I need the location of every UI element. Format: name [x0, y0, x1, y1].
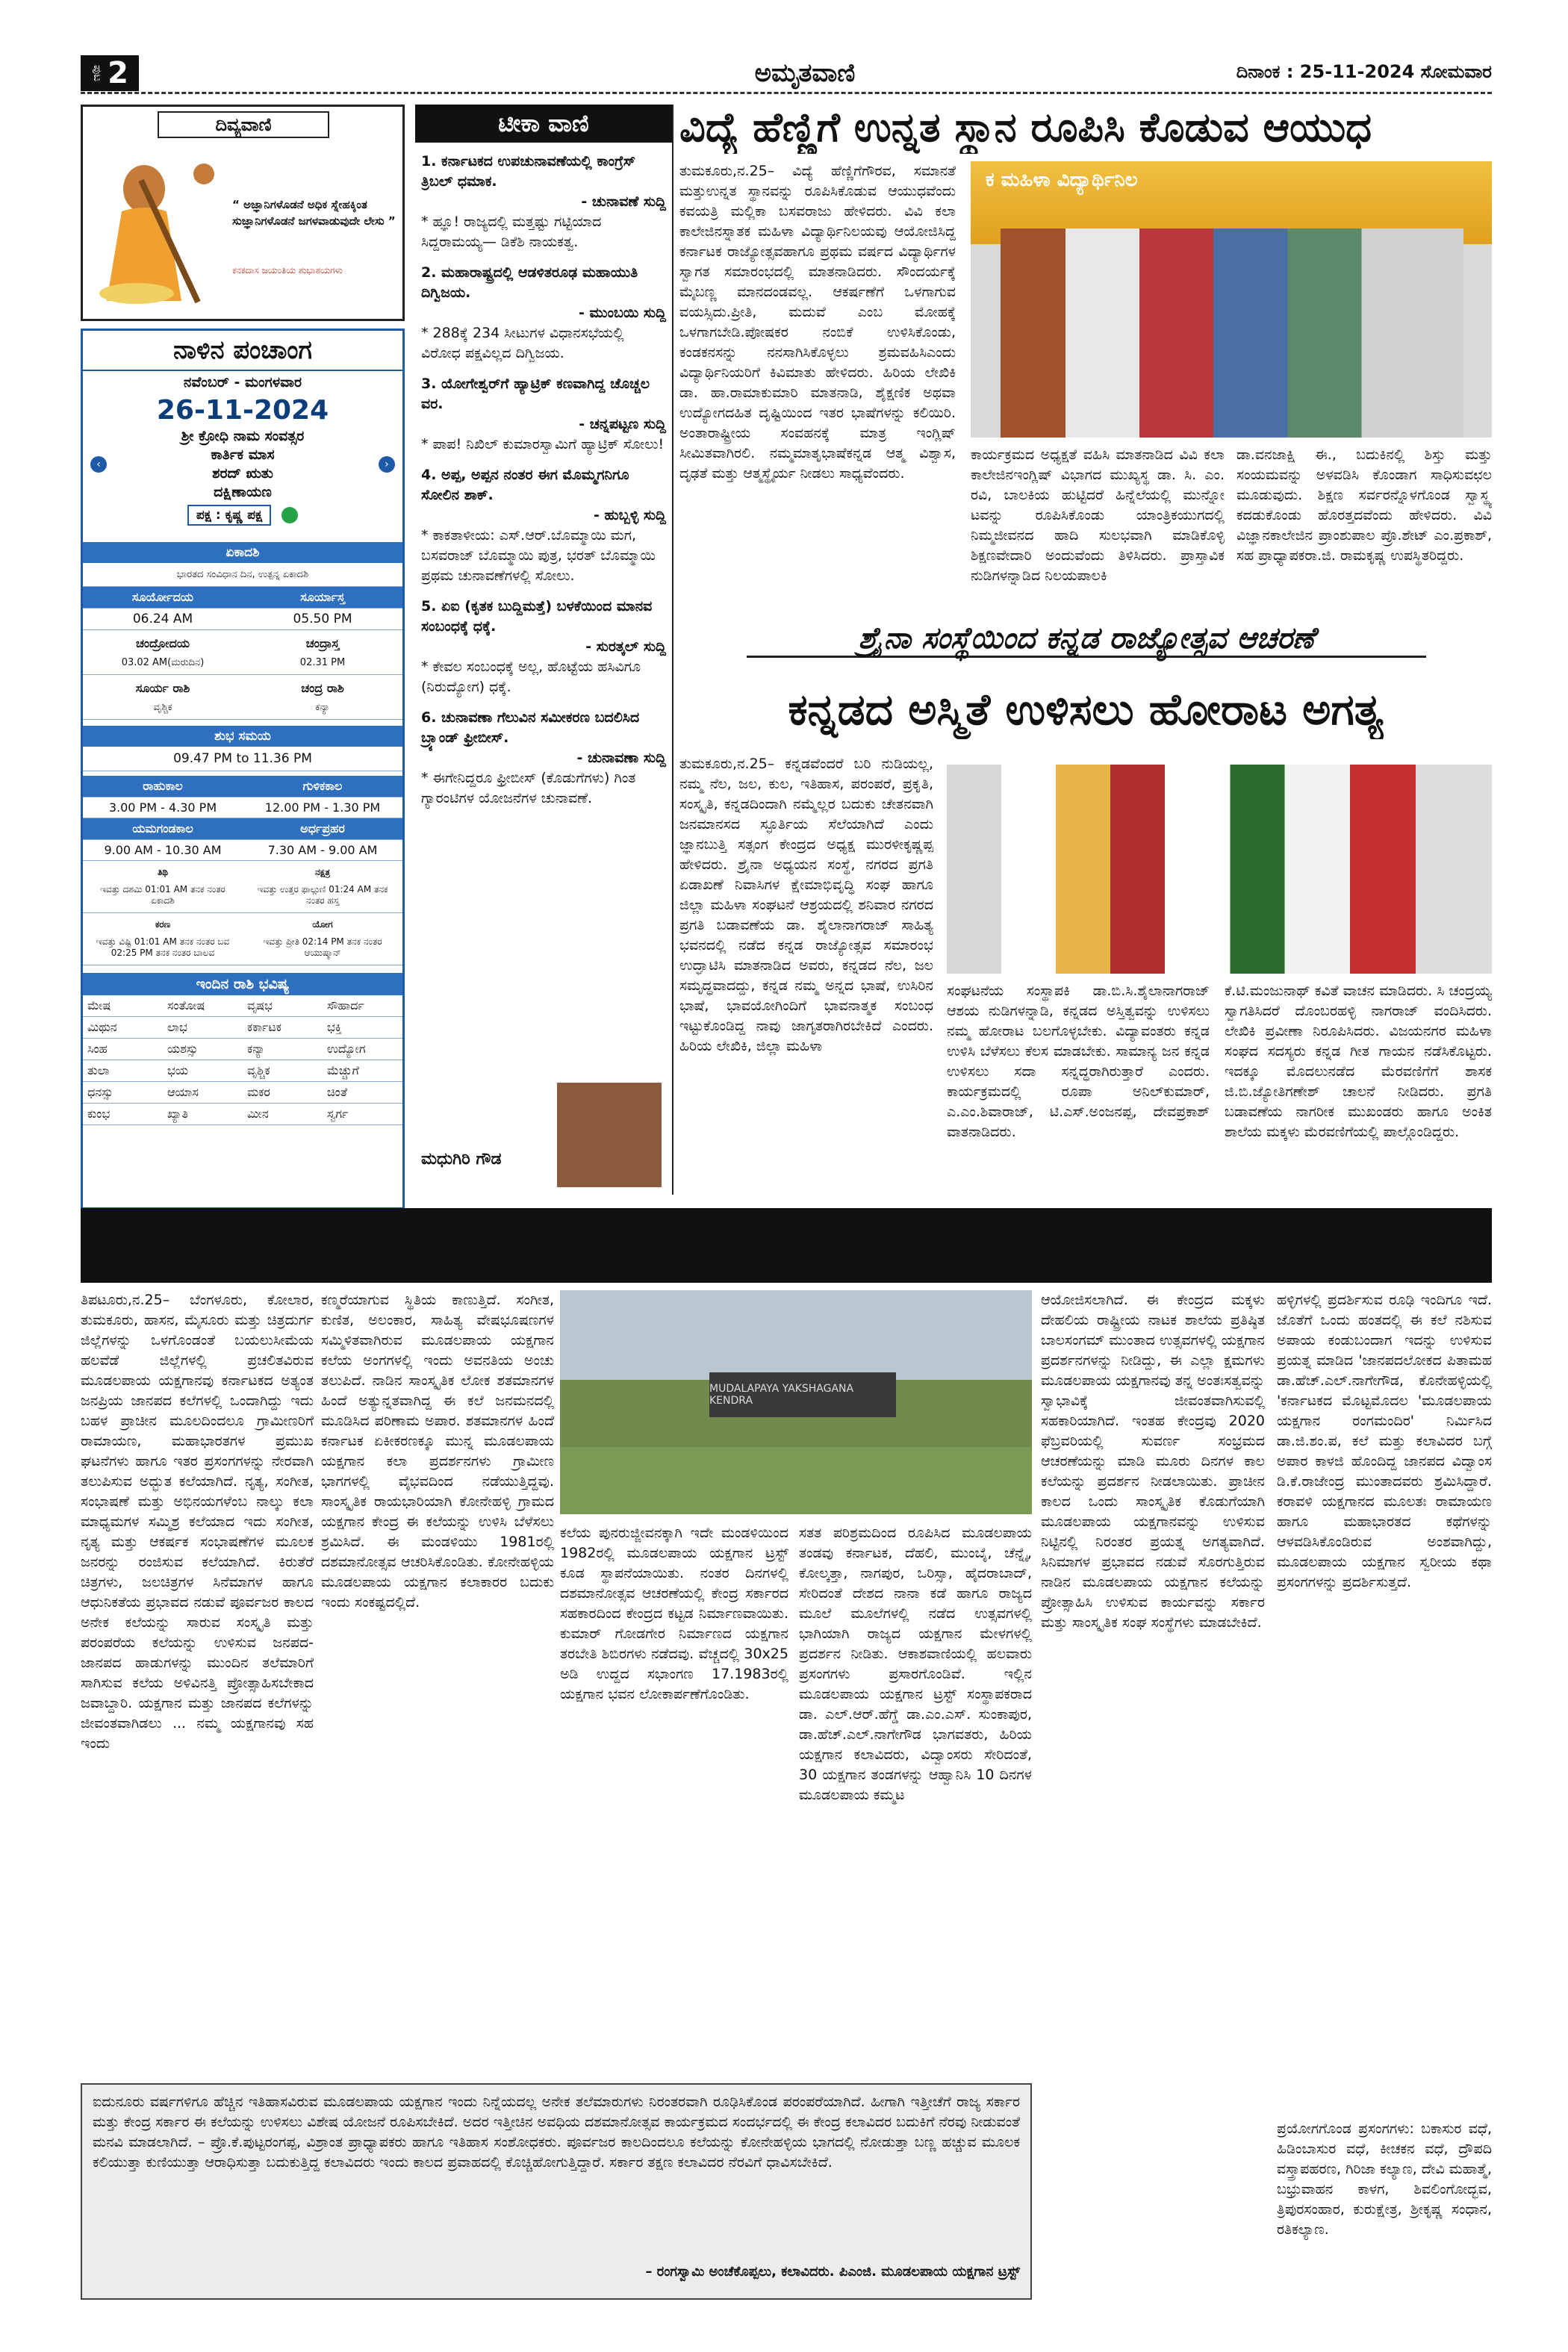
- yoga-label: ಯೋಗ: [312, 919, 333, 930]
- story2-col2: ಸಂಘಟನೆಯ ಸಂಸ್ಥಾಪಕಿ ಡಾ.ಬಿ.ಸಿ.ಶೈಲಾನಾಗರಾಜ್ ಆಶಯ ನುಡಿಗಳನ್ನಾಡಿ, ಕನ್ನಡದ ಅಸ್ತಿತ್ವವನ್ನು ಉಳಿಸಲು ನಮ್ಮ ಹೋರಾಟ ಬಲಗೊಳ್ಳಬೇಕು. ವಿದ್ಯಾವಂತರು ಕನ್ನಡ ಉಳಿಸಿ ಬೆಳೆಸಲು ಕೆಲಸ ಮಾಡಬೇಕು. ಸಾಮಾನ್ಯ ಜನ ಕನ್ನಡ ಉಳಿಸಲು ಸದಾ ಸನ್ನದ್ಧರಾಗಿರುತ್ತಾರೆ ಎಂದರು. ಕಾರ್ಯಕ್ರಮದಲ್ಲಿ ರೂಪಾ ಅನಿಲ್‌ಕುಮಾರ್, ಎ.ಎಂ.ಶಿವಾರಾಜ್, ಟಿ.ಎಸ್.ಅಂಜನಪ್ಪ, ದೇವಪ್ರಕಾಶ್ ವಾತನಾಡಿದರು.: [947, 983, 1210, 1140]
- sunrise-value: 06.24 AM: [132, 612, 193, 626]
- rashi-forecast: ಭಯ: [167, 1063, 189, 1077]
- story3-photo: [560, 1290, 1032, 1514]
- rashi-forecast: ಮೆಚ್ಚುಗೆ: [327, 1063, 359, 1077]
- story3-col7: ಪ್ರಯೋಗಗೊಂಡ ಪ್ರಸಂಗಗಳು: ಬಕಾಸುರ ವಧೆ, ಹಿಡಿಂಬಾಸುರ ವಧೆ, ಕೀಚಕನ ವಧೆ, ದ್ರೌಪದಿ ವಸ್ತ್ರಾಪಹರಣ, ಗಿರಿಜಾ ಕಲ್ಯಾಣ, ದೇವಿ ಮಹಾತ್ಮೆ, ಬಭ್ರುವಾಹನ ಕಾಳಗ, ಶಿವಲಿಂಗೋದ್ಭವ, ತ್ರಿಪುರಸಂಹಾರ, ಕುರುಕ್ಷೇತ್ರ, ಶ್ರೀಕೃಷ್ಣ ಸಂಧಾನ, ರತಿಕಲ್ಯಾಣ.: [1277, 2121, 1492, 2238]
- yama-label: ಯಮಗಂಡಕಾಲ: [132, 821, 193, 836]
- page-label: ಪುಟ: [91, 64, 105, 81]
- rashi-row: [83, 995, 402, 1017]
- tika-question: 4. ಅಪ್ಪ, ಅಪ್ಪನ ನಂತರ ಈಗ ಮೊಮ್ಮಗನಿಗೂ ಸೋಲಿನ ಶಾಕ್.: [421, 467, 629, 503]
- boxed-quote-text: ಐದುನೂರು ವರ್ಷಗಳಿಗೂ ಹೆಚ್ಚಿನ ಇತಿಹಾಸವಿರುವ ಮೂಡಲಪಾಯ ಯಕ್ಷಗಾನ ಇಂದು ನಿನ್ನೆಯದಲ್ಲ ಅನೇಕ ತಲೆಮಾರುಗಳು ನಿರಂತರವಾಗಿ ರೂಢಿಸಿಕೊಂಡ ಪರಂಪರೆಯಾಗಿದೆ. ಹೀಗಾಗಿ ಇತ್ತೀಚೆಗೆ ರಾಜ್ಯ ಸರ್ಕಾರ ಮತ್ತು ಕೇಂದ್ರ ಸರ್ಕಾರ ಈ ಕಲೆಯನ್ನು ಉಳಿಸಲು ವಿಶೇಷ ಯೋಜನೆ ರೂಪಿಸಬೇಕಿದೆ. ಅದರ ಇತ್ತೀಚಿನ ಅವಧಿಯ ದಶಮಾನೋತ್ಸವ ಕಾರ್ಯಕ್ರಮದ ಸಂದರ್ಭದಲ್ಲಿ ಈ ಕೇಂದ್ರ ಕಲಾವಿದರ ಬದುಕಿಗೆ ನೆರವು ನೀಡುವಂತೆ ಮನವಿ ಮಾಡಲಾಗಿದೆ. – ಪ್ರೊ.ಕೆ.ಪುಟ್ಟರಂಗಪ್ಪ, ವಿಶ್ರಾಂತ ಪ್ರಾಧ್ಯಾಪಕರು ಹಾಗೂ ಇತಿಹಾಸ ಸಂಶೋಧಕರು. ಪೂರ್ವಜರ ಕಾಲದಿಂದಲೂ ಕಲೆಯನ್ನು ಕೋನೇಹಳ್ಳಿಯ ಭಾಗದಲ್ಲಿ ನೋಡುತ್ತಾ ಬಣ್ಣ ಹಚ್ಚುವ ಮೂಲಕ ಕಲಿಯುತ್ತಾ ಕುಣಿಯುತ್ತಾ ಆರಾಧಿಸುತ್ತಾ ಬದುಕುತ್ತಿದ್ದ ಕಲಾವಿದರು ಇಂದು ಕಾಲದ ಪ್ರವಾಹದಲ್ಲಿ ಕೊಚ್ಚಿಹೋಗುತ್ತಿದ್ದಾರೆ. ಸರ್ಕಾರ ತಕ್ಷಣ ಕಲಾವಿದರ ನೆರವಿಗೆ ಧಾವಿಸಬೇಕಿದೆ.: [93, 2094, 1020, 2171]
- story2-col1: ತುಮಕೂರು,ನ.25– ಕನ್ನಡವೆಂದರೆ ಬರಿ ನುಡಿಯಲ್ಲ, ನಮ್ಮ ನೆಲ, ಜಲ, ಕುಲ, ಇತಿಹಾಸ, ಪರಂಪರೆ, ಪ್ರಕೃತಿ, ಸಂಸ್ಕೃತಿ, ಕನ್ನಡದಿಂದಾಗಿ ನಮ್ಮೆಲ್ಲರ ಬದುಕು ಚೇತನವಾಗಿ ಜನಮಾನಸದ ಸ್ಫೂರ್ತಿಯ ಸೆಲೆಯಾಗಿದೆ ಎಂದು ಜ್ಞಾನಬುತ್ತಿ ಸತ್ಸಂಗ ಕೇಂದ್ರದ ಅಧ್ಯಕ್ಷ ಮುರಳೀಕೃಷ್ಣಪ್ಪ ಹೇಳಿದರು. ಶ್ರೈನಾ ಅಧ್ಯಯನ ಸಂಸ್ಥೆ, ನಗರದ ಪ್ರಗತಿ ಏಡಾಖಣೆ ನಿವಾಸಿಗಳ ಕ್ಷೇಮಾಭಿವೃದ್ಧಿ ಸಂಘ ಹಾಗೂ ಜಿಲ್ಲಾ ಮಹಿಳಾ ಸಂಘಟನೆ ಆಶ್ರಯದಲ್ಲಿ ಶನಿವಾರ ನಗರದ ಪ್ರಗತಿ ಬಡಾವಣೆಯ ಡಾ. ಶೈಲಾನಾಗರಾಜ್ ಸಾಹಿತ್ಯ ಭವನದಲ್ಲಿ ನಡೆದ ಕನ್ನಡ ರಾಜ್ಯೋತ್ಸವ ಸಮಾರಂಭ ಉದ್ಘಾಟಿಸಿ ಮಾತನಾಡಿದ ಅವರು, ಕನ್ನಡದ ನೆಲ, ಜಲ ಸಮೃದ್ಧವಾದದ್ದು, ಕನ್ನಡ ನಮ್ಮ ಅನ್ನದ ಭಾಷೆ, ಉಸಿರಿನ ಭಾಷೆ, ಭಾವಯೋಗಿಂದಿಗೆ ಭಾವನಾತ್ಮಕ ಸಂಬಂಧ ಇಟ್ಟುಕೊಂಡಿದ್ದ ನಾವು ಜಾಗೃತರಾಗಿರಬೇಕಿದೆ ಎಂದರು. ಹಿರಿಯ ಲೇಖಿಕಿ, ಜಿಲ್ಲಾ ಮಹಿಳಾ: [679, 756, 933, 1054]
- masa: ಕಾರ್ತಿಕ ಮಾಸ: [211, 447, 275, 463]
- rutu: ಶರದ್ ಋತು: [212, 465, 273, 482]
- nakshatra-label: ನಕ್ಷತ್ರ: [314, 867, 331, 877]
- panchanga-month-day: ನವೆಂಬರ್ - ಮಂಗಳವಾರ: [183, 374, 302, 391]
- story2-photo: [947, 765, 1492, 974]
- chandra-rashi-label: ಚಂದ್ರ ರಾಶಿ: [301, 681, 344, 695]
- rashi-forecast: ಯಶಸ್ಸು: [167, 1042, 199, 1056]
- rashi-sign: ವೃಶ್ಚಿಕ: [247, 1063, 270, 1077]
- story1-col3: ಡಾ.ವನಜಾಕ್ಷಿ ಈ., ಬದುಕಿನಲ್ಲಿ ಶಿಸ್ತು ಮತ್ತು ಸಂಯಮವನ್ನು ಅಳವಡಿಸಿ ಕೊಂಡಾಗ ಸಾಧಿಸುವಛಲ ಮೂಡುವುದು. ಶಿಕ್ಷಣ ಸರ್ವರನ್ನೊಳಗೊಂಡ ಸ್ವಾಸ್ಥ್ಯ ಕದಡುಕೊಂಡು ಹೊರತ್ತದವೆಂದು ಹೇಳಿದರು. ವಿವಿ ವಿಜ್ಞಾನಕಾಲೇಜಿನ ಪ್ರಾಂಶುಪಾಲ ಪ್ರೊ.ಶೇಟ್ ಎಂ.ಪ್ರಕಾಶ್, ಸಹ ಪ್ರಾಧ್ಯಾಪಕರಾ.ಜಿ. ರಾಮಕೃಷ್ಣ ಉಪಸ್ಥಿತರಿದ್ದರು.: [1236, 447, 1492, 564]
- sunset-value: 05.50 PM: [293, 612, 352, 626]
- rashi-row: [83, 1060, 402, 1082]
- tithi-value: ಇವತ್ತು ದಶಮಿ 01:01 AM ತನಕ ನಂತರ ಏಕಾದಶಿ: [100, 884, 225, 906]
- yakshagana-sign: [709, 1372, 896, 1417]
- ardha-label: ಅರ್ಧಪ್ರಹರ: [300, 821, 345, 836]
- divyavani-box: [81, 105, 405, 321]
- rashi-sign: ಕರ್ಕಾಟಕ: [247, 1020, 281, 1034]
- rashi-forecast: ಆಯಾಸ: [167, 1085, 199, 1099]
- rashi-forecast: ಸಂತೋಷ: [167, 998, 205, 1012]
- panchanga-date: 26-11-2024: [156, 395, 329, 426]
- tika-item: [421, 374, 666, 455]
- tika-answer: * 288ಕ್ಕೆ 234 ಸೀಟುಗಳ ವಿಧಾನಸಭೆಯಲ್ಲಿ ವಿರೋಧ ಪಕ್ಷವಿಲ್ಲದ ದಿಗ್ವಿಜಯ.: [421, 325, 624, 361]
- tika-source: - ಮುಂಬಯಿ ಸುದ್ದಿ: [578, 305, 666, 321]
- rashi-sign: ಮಿಥುನ: [87, 1020, 117, 1034]
- story1-photo-banner: ಕ ಮಹಿಳಾ ವಿದ್ಯಾರ್ಥಿನಿಲ: [986, 169, 1138, 191]
- rashi-forecast: ಉದ್ಯೋಗ: [327, 1042, 366, 1056]
- tika-question: 5. ಏಐ (ಕೃತಕ ಬುದ್ದಿಮತ್ತೆ) ಬಳಕೆಯಿಂದ ಮಾನವ ಸಂಬಂಧಕ್ಕೆ ಧಕ್ಕೆ.: [421, 598, 653, 635]
- rashi-sign: ಮಕರ: [247, 1085, 270, 1099]
- rashi-row: [83, 1039, 402, 1060]
- story2-col3: ಕೆ.ಟಿ.ಮಂಜುನಾಥ್ ಕವಿತೆ ವಾಚನ ಮಾಡಿದರು. ಸಿ ಚಂದ್ರಯ್ಯ ಸ್ವಾಗತಿಸಿದರೆ ದೊಂಬರಹಳ್ಳಿ ನಾಗರಾಜ್ ವಂದಿಸಿದರು. ಲೇಖಿಕಿ ಪ್ರವೀಣಾ ನಿರೂಪಿಸಿದರು. ವಿಜಯನಗರ ಮಹಿಳಾ ಸಂಘದ ಸದಸ್ಯರು ಕನ್ನಡ ಗೀತ ಗಾಯನ ನಡೆಸಿಕೊಟ್ಟರು. ಇದಕ್ಕೂ ಮೊದಲುನಡೆದ ಮೆರವಣಿಗೆಗೆ ಶಾಸಕ ಜಿ.ಬಿ.ಜ್ಯೋತಿಗಣೇಶ್ ಚಾಲನೆ ನೀಡಿದರು. ಪ್ರಗತಿ ಬಡಾವಣೆಯ ನಾಗರೀಕ ಮುಖಂಡರು ಹಾಗೂ ಅಂಕಿತ ಶಾಲೆಯ ಮಕ್ಕಳು ಮೆರವಣಿಗೆಯಲ್ಲಿ ಪಾಲ್ಗೊಂಡಿದ್ದರು.: [1225, 983, 1492, 1140]
- tika-question: 1. ಕರ್ನಾಟಕದ ಉಪಚುನಾವಣೆಯಲ್ಲಿ ಕಾಂಗ್ರೆಸ್ ತ್ರಿಬಲ್ ಧಮಾಕ.: [421, 153, 636, 190]
- divyavani-heading: ದಿವ್ಯವಾಣಿ: [158, 111, 329, 138]
- whatsapp-icon[interactable]: [281, 507, 298, 523]
- nakshatra-value: ಇವತ್ತು ಉತ್ತರ ಫಾಲ್ಗುಣಿ 01:24 AM ತನಕ ನಂತರ ಹಸ್ತ: [257, 884, 388, 906]
- tika-question: 2. ಮಹಾರಾಷ್ಟ್ರದಲ್ಲಿ ಆಡಳಿತರೂಢ ಮಹಾಯುತಿ ದಿಗ್ವಿಜಯ.: [421, 264, 638, 301]
- chandra-rashi-value: ಕನ್ಯಾ: [315, 702, 330, 713]
- story2-kicker: ಶ್ರೈನಾ ಸಂಸ್ಥೆಯಿಂದ ಕನ್ನಡ ರಾಜ್ಯೋತ್ಸವ ಆಚರಣೆ: [747, 621, 1426, 658]
- sign-text: MUDALAPAYA YAKSHAGANA KENDRA: [709, 1383, 854, 1407]
- story3-col4: ಸತತ ಪರಿಶ್ರಮದಿಂದ ರೂಪಿಸಿದ ಮೂಡಲಪಾಯ ತಂಡವು ಕರ್ನಾಟಕ, ದೆಹಲಿ, ಮುಂಬೈ, ಚೆನ್ನೈ, ಕೋಲ್ಕತ್ತಾ, ನಾಗಪುರ, ಒರಿಸ್ಸಾ, ಹೈದರಾಬಾದ್, ಸೇರಿದಂತೆ ದೇಶದ ನಾನಾ ಕಡೆ ಹಾಗೂ ರಾಜ್ಯದ ಮೂಲೆ ಮೂಲೆಗಳಲ್ಲಿ ನಡೆದ ಉತ್ಸವಗಳಲ್ಲಿ ಭಾಗಿಯಾಗಿ ರಾಜ್ಯದ ಯಕ್ಷಗಾನ ಮೇಳಗಳಲ್ಲಿ ಪ್ರದರ್ಶನ ನೀಡಿತು. ಆಕಾಶವಾಣಿಯಲ್ಲಿ ಹಲವಾರು ಪ್ರಸಂಗಗಳು ಪ್ರಸಾರಗೊಂಡಿವೆ. ಇಲ್ಲಿನ ಮೂಡಲಪಾಯ ಯಕ್ಷಗಾನ ಟ್ರಸ್ಟ್ ಸಂಸ್ಥಾಪಕರಾದ ಡಾ. ಎಲ್.ಆರ್.ಹೆಗ್ಡೆ ಡಾ.ಎಂ.ಎಸ್. ಸುಂಕಾಪುರ, ಡಾ.ಹೆಚ್.ಎಲ್.ನಾಗೇಗೌಡ ಭಾಗವತರು, ಹಿರಿಯ ಯಕ್ಷಗಾನ ಕಲಾವಿದರು, ವಿದ್ವಾಂಸರು ಸೇರಿದಂತೆ, 30 ಯಕ್ಷಗಾನ ತಂಡಗಳನ್ನು ಆಹ್ವಾನಿಸಿ 10 ದಿನಗಳ ಮೂಡಲಪಾಯ ಕಮ್ಮಟ: [799, 1525, 1032, 1803]
- sunset-label: ಸೂರ್ಯಾಸ್ತ: [300, 590, 345, 604]
- samvatsara: ಶ್ರೀ ಕ್ರೋಧಿ ನಾಮ ಸಂವತ್ಸರ: [181, 428, 305, 444]
- boxed-quote-credit: – ರಂಗಸ್ವಾಮಿ ಅಂಚೆಕೊಪ್ಪಲು, ಕಲಾವಿದರು. ಪಿಎಂಜಿ. ಮೂಡಲಪಾಯ ಯಕ್ಷಗಾನ ಟ್ರಸ್ಟ್: [645, 2264, 1020, 2280]
- tika-source: - ಚುನಾವಣೆ ಸುದ್ದಿ: [581, 193, 666, 210]
- tithi-label: ತಿಥಿ: [157, 867, 169, 877]
- rashi-forecast: ಸೌಹಾರ್ದ: [327, 998, 364, 1012]
- karana-label: ಕರಣ: [155, 919, 171, 930]
- tika-question: 6. ಚುನಾವಣಾ ಗೆಲುವಿನ ಸಮೀಕರಣ ಬದಲಿಸಿದ ಬ್ರ್ಯಾಂಡ್ ಫ್ರೀಬೀಸ್.: [421, 709, 640, 746]
- rashi-forecast: ಭಕ್ತಿ: [327, 1020, 342, 1034]
- tika-list: [415, 143, 672, 809]
- tika-answer: * ಕಾಕತಾಳೀಯ: ಎಸ್.ಆರ್.ಬೊಮ್ಮಾಯಿ ಮಗ, ಬಸವರಾಜ್ ಬೊಮ್ಮಾಯಿ ಪುತ್ರ, ಭರತ್ ಬೊಮ್ಮಾಯಿ ಪ್ರಥಮ ಚುನಾವಣೆಗಳಲ್ಲಿ ಸೋಲು.: [421, 527, 656, 584]
- tika-answer: * ಹ್ಞೂ! ರಾಜ್ಯದಲ್ಲಿ ಮತ್ತಷ್ಟು ಗಟ್ಟಿಯಾದ ಸಿದ್ದರಾಮಯ್ಯ— ಡಿಕೆಶಿ ನಾಯಕತ್ವ.: [421, 214, 602, 250]
- ardha-value: 7.30 AM - 9.00 AM: [267, 843, 378, 857]
- panchanga-events: ಭಾರತದ ಸಂವಿಧಾನ ದಿನ, ಉತ್ಪನ್ನ ಏಕಾದಶಿ: [83, 563, 402, 587]
- ayana: ದಕ್ಷಿಣಾಯಣ: [214, 484, 272, 500]
- rashi-heading: ಇಂದಿನ ರಾಶಿ ಭವಿಷ್ಯ: [83, 973, 402, 995]
- ekadashi-label: ಏಕಾದಶಿ: [83, 542, 402, 563]
- tika-source: - ಸುರತ್ಕಲ್ ಸುದ್ದಿ: [585, 638, 666, 655]
- rashi-sign: ವೃಷಭ: [247, 998, 273, 1012]
- rashi-row: [83, 1017, 402, 1039]
- rashi-row: [83, 1104, 402, 1125]
- story1-col2: ಕಾರ್ಯಕ್ರಮದ ಅಧ್ಯಕ್ಷತೆ ವಹಿಸಿ ಮಾತನಾಡಿದ ವಿವಿ ಕಲಾ ಕಾಲೇಜಿನಇಂಗ್ಲಿಷ್ ವಿಭಾಗದ ಮುಖ್ಯಸ್ಥ ಡಾ. ಸಿ. ಎಂ. ರವಿ, ಬಾಲಕಿಯ ಹುಟ್ಟಿದರೆ ಹಿನ್ನೆಲೆಯಲ್ಲಿ ಮುನ್ನೋ ಟವನ್ನು ರೂಪಿಸಿಕೊಂಡು ಯಾಂತ್ರಿಕಯುಗದಲ್ಲಿ ನಿಮ್ಮಜೀವನದ ಹಾದಿ ಸುಲಭವಾಗಿ ಮಾಡಿಕೊಳ್ಳಿ ಶಿಕ್ಷಣವೇದಾರಿ ಅಂದುವೆಂದು ತಿಳಿಸಿದರು. ಪ್ರಾಸ್ತಾವಿಕ ನುಡಿಗಳನ್ನಾಡಿದ ನಿಲಯಪಾಲಕಿ: [971, 447, 1225, 584]
- page-number: 2: [108, 56, 128, 90]
- tika-answer: * ಈಗೇನಿದ್ದರೂ ಫ್ರೀಬೀಸ್ (ಕೊಡುಗೆಗಳು) ಗಿಂತ ಗ್ಯಾರಂಟಿಗಳ ಯೋಜನೆಗಳ ಚುನಾವಣೆ.: [421, 770, 636, 806]
- rashi-sign: ಸಿಂಹ: [87, 1042, 108, 1056]
- story3-headline: ತಿಪಟೂರಿನ ಕೋನೇಹಳ್ಳಿ ಮೂಡಲಪಾಯ ಯಕ್ಷಗಾನ ಕೇಂದ್ರಕ್ಕೆ ಮರುಜೀವ ಬೇಕು: [81, 1208, 1492, 1283]
- gulika-value: 12.00 PM - 1.30 PM: [264, 800, 381, 815]
- panchanga-box: [81, 329, 405, 1210]
- tika-source: - ಚುನಾವಣಾ ಸುದ್ದಿ: [576, 750, 666, 766]
- rashi-sign: ಕುಂಭ: [87, 1107, 111, 1121]
- page-number-badge: [81, 55, 139, 91]
- moonrise-value: 03.02 AM(ಮರುದಿನ): [121, 657, 205, 668]
- tika-item: [421, 263, 666, 364]
- rashi-sign: ಧನಸ್ಸು: [87, 1085, 113, 1099]
- date-line: ದಿನಾಂಕ : 25-11-2024 ಸೋಮವಾರ: [1236, 61, 1492, 82]
- story3-boxed-quotes: [81, 2083, 1032, 2300]
- moonrise-label: ಚಂದ್ರೋದಯ: [136, 636, 190, 650]
- surya-rashi-label: ಸೂರ್ಯ ರಾಶಿ: [135, 681, 190, 695]
- surya-rashi-value: ವೃಶ್ಚಿಕ: [153, 702, 172, 713]
- author-photo: [557, 1083, 662, 1187]
- divyavani-quote: “ ಅಜ್ಞಾನಿಗಳೊಡನೆ ಅಧಿಕ ಸ್ನೇಹಕ್ಕಿಂತ ಸುಜ್ಞಾನಿಗಳೊಡನೆ ಜಗಳವಾಡುವುದೇ ಲೇಸು ”: [232, 198, 396, 228]
- shubha-label: ಶುಭ ಸಮಯ: [83, 726, 402, 747]
- moonset-label: ಚಂದ್ರಾಸ್ತ: [305, 636, 340, 650]
- rashi-sign: ಮೇಷ: [87, 998, 111, 1012]
- tika-item: [421, 597, 666, 697]
- yoga-value: ಇವತ್ತು ಪ್ರೀತಿ 02:14 PM ತನಕ ನಂತರ ಆಯುಷ್ಮಾನ್: [263, 936, 382, 958]
- tika-heading: ಟೀಕಾ ವಾಣಿ: [415, 105, 672, 143]
- rahu-label: ರಾಹುಕಾಲ: [143, 779, 183, 793]
- story1-photo-people: [1001, 228, 1463, 438]
- story3-col2: ಕಣ್ಮರೆಯಾಗುವ ಸ್ಥಿತಿಯ ಕಾಣುತ್ತಿದೆ. ಸಂಗೀತ, ಕುಣಿತ, ಅಲಂಕಾರ, ಸಾಹಿತ್ಯ ವೇಷಭೂಷಣಗಳ ಸಮ್ಮಿಳಿತವಾಗಿರುವ ಮೂಡಲಪಾಯ ಯಕ್ಷಗಾನ ಕಲೆಯ ಅಂಗಗಳಲ್ಲಿ ಇಂದು ಅವನತಿಯ ಅಂಚು ತಲುಪಿದೆ. ನಾಡಿನ ಸಾಂಸ್ಕೃತಿಕ ಲೋಕ ಶತಮಾನಗಳ ಹಿಂದೆ ಅತ್ಯುನ್ನತವಾಗಿದ್ದ ಈ ಕಲೆ ಜನಮನದಲ್ಲಿ ಮೂಡಿಸಿದ ಪರಿಣಾಮ ಅಪಾರ. ಶತಮಾನಗಳ ಹಿಂದೆ ಕರ್ನಾಟಕ ಏಕೀಕರಣಕ್ಕೂ ಮುನ್ನ ಮೂಡಲಪಾಯ ಯಕ್ಷಗಾನ ಕಲಾ ಪ್ರದರ್ಶನಗಳು ಗ್ರಾಮೀಣ ಭಾಗಗಳಲ್ಲಿ ವೈಭವದಿಂದ ನಡೆಯುತ್ತಿದ್ದವು. ಸಾಂಸ್ಕೃತಿಕ ರಾಯಭಾರಿಯಾಗಿ ಕೋನೇಹಳ್ಳಿ ಗ್ರಾಮದ ಯಕ್ಷಗಾನ ಕೇಂದ್ರ ಈ ಕಲೆಯನ್ನು ಉಳಿಸಿ ಬೆಳೆಸಲು ಶ್ರಮಿಸಿದೆ. ಈ ಮಂಡಳಿಯು 1981ರಲ್ಲಿ ದಶಮಾನೋತ್ಸವ ಆಚರಿಸಿಕೊಂಡಿತು. ಕೋನೇಹಳ್ಳಿಯ ಮೂಡಲಪಾಯ ಯಕ್ಷಗಾನ ಕಲಾಕಾರರ ಬದುಕು ಇಂದು ಸಂಕಷ್ಟದಲ್ಲಿದೆ.: [321, 1292, 554, 1611]
- rahu-value: 3.00 PM - 4.30 PM: [108, 800, 217, 815]
- rashi-forecast: ಲಾಭ: [167, 1020, 187, 1034]
- rashi-forecast: ಖ್ಯಾತಿ: [167, 1107, 188, 1121]
- karana-value: ಇವತ್ತು ವಿಷ್ಟಿ 01:01 AM ತನಕ ನಂತರ ಬವ 02:25 PM ತನಕ ನಂತರ ಬಾಲವ: [96, 936, 230, 958]
- tika-question: 3. ಯೋಗೇಶ್ವರ್‌ಗೆ ಹ್ಯಾಟ್ರಿಕ್ ಕಣವಾಗಿದ್ದ ಚೊಚ್ಚಲ ವರ.: [421, 376, 650, 412]
- story2-headline: ಕನ್ನಡದ ಅಸ್ಮಿತೆ ಉಳಿಸಲು ಹೋರಾಟ ಅಗತ್ಯ: [788, 684, 1384, 735]
- moonset-value: 02.31 PM: [299, 657, 346, 668]
- rashi-sign: ಕನ್ಯಾ: [247, 1042, 265, 1056]
- rashi-sign: ಮೀನ: [247, 1107, 269, 1121]
- shubha-value: 09.47 PM to 11.36 PM: [83, 747, 402, 771]
- story1-col1: ತುಮಕೂರು,ನ.25– ವಿದ್ಯೆ ಹೆಣ್ಣಿಗೆಗೌರವ, ಸಮಾನತೆ ಮತ್ತುಉನ್ನತ ಸ್ಥಾನವನ್ನು ರೂಪಿಸಿಕೊಡುವ ಆಯುಧವೆಂದು ಕವಯತ್ರಿ ಮಲ್ಲಿಕಾ ಬಸವರಾಜು ಹೇಳಿದರು. ವಿವಿ ಕಲಾ ಕಾಲೇಜಿನಸ್ನಾತಕ ಮಹಿಳಾ ವಿದ್ಯಾರ್ಥಿನಿಲಯವು ಆಯೋಜಿಸಿದ್ದ ಕರ್ನಾಟಕ ರಾಜ್ಯೋತ್ಸವಹಾಗೂ ಪ್ರಥಮ ವರ್ಷದ ವಿದ್ಯಾರ್ಥಿಗಳ ಸ್ವಾಗತ ಸಮಾರಂಭದಲ್ಲಿ ಮಾತನಾಡಿದರು. ಸೌಂದರ್ಯಕ್ಕೆ ಮೈಬಣ್ಣ ಮಾನದಂಡವಲ್ಲ. ಆಕರ್ಷಣೆಗೆ ಒಳಗಾಗುವ ವಯಸ್ಸಿದು.ಪ್ರೀತಿ, ಮದುವೆ ಎಂಬ ಮೋಹಕ್ಕೆ ಒಳಗಾಗಬೇಡಿ.ಪೋಷಕರ ನಂಬಿಕೆ ಉಳಿಸಿಕೊಂಡು, ಕಂಡಕನಸನ್ನು ನನಸಾಗಿಸಿಕೊಳ್ಳಲು ಶ್ರಮವಹಿಸಿಎಂದು ವಿದ್ಯಾರ್ಥಿನಿಯರಿಗೆ ಕಿವಿಮಾತು ಹೇಳಿದರು. ಹಿರಿಯ ಲೇಖಿಕಿ ಡಾ. ಹಾ.ರಾಮಾಕುಮಾರಿ ಮಾತನಾಡಿ, ಶೈಕ್ಷಣಿಕ ಅಥವಾ ಉದ್ಯೋಗದಹಿತ ದೃಷ್ಟಿಯಿಂದ ಇತರ ಭಾಷೆಗಳನ್ನು ಕಲಿಯಿರಿ. ಅಂತಾರಾಷ್ಟ್ರೀಯ ಸಂವಹನಕ್ಕೆ ಮಾತ್ರ ಇಂಗ್ಲಿಷ್ ಸೀಮಿತವಾಗಿರಲಿ. ನಮ್ಮಮಾತೃಭಾಷೆಕನ್ನಡ ಆತ್ಮ ವಿಶ್ವಾಸ, ದೃಢತೆ ಮತ್ತು ಆತ್ಮಸ್ಥೈರ್ಯ ನೀಡಲು ಸಾಧ್ಯವೆಂದರು.: [679, 163, 956, 482]
- rashi-forecast: ಸ್ವರ್ಗ: [327, 1107, 349, 1121]
- yama-value: 9.00 AM - 10.30 AM: [104, 843, 222, 857]
- gulika-label: ಗುಳಿಕಕಾಲ: [302, 779, 343, 793]
- story1-photo: [971, 161, 1492, 438]
- story3-col5: ಆಯೋಜಿಸಲಾಗಿದೆ. ಈ ಕೇಂದ್ರದ ಮಕ್ಕಳು ದೇಹಲಿಯ ರಾಷ್ಟ್ರೀಯ ನಾಟಕ ಶಾಲೆಯ ಪ್ರತಿಷ್ಠಿತ ಬಾಲಸಂಗಮ್ ಮುಂತಾದ ಉತ್ಸವಗಳಲ್ಲಿ ಯಕ್ಷಗಾನ ಪ್ರದರ್ಶನಗಳನ್ನು ನೀಡಿದ್ದು, ಈ ಎಲ್ಲಾ ಕ್ಷಮಗಳು ಮೂಡಲಪಾಯ ಯಕ್ಷಗಾನವು ತನ್ನ ಅಂತಃಸತ್ವವನ್ನು ಸ್ವಾಭಾವಿಕ್ಕೆ ಜೀವಂತವಾಗಿಸುವಲ್ಲಿ ಸಹಕಾರಿಯಾಗಿದೆ. ಇಂತಹ ಕೇಂದ್ರವು 2020 ಫೆಬ್ರವರಿಯಲ್ಲಿ ಸುವರ್ಣ ಸಂಭ್ರಮದ ಆಚರಣೆಯನ್ನು ಮಾಡಿ ಮೂರು ದಿನಗಳ ಕಾಲ ಕಲೆಯನ್ನು ಪ್ರದರ್ಶನ ನೀಡಲಾಯಿತು. ಪ್ರಾಚೀನ ಕಾಲದ ಒಂದು ಸಾಂಸ್ಕೃತಿಕ ಕೊಡುಗೆಯಾಗಿ ಮೂಡಲಪಾಯ ಯಕ್ಷಗಾನವನ್ನು ಉಳಿಸುವ ನಿಟ್ಟಿನಲ್ಲಿ ನಿರಂತರ ಪ್ರಯತ್ನ ಅಗತ್ಯವಾಗಿದೆ. ಸಿನಿಮಾಗಳ ಪ್ರಭಾವದ ನಡುವೆ ಸೊರಗುತ್ತಿರುವ ನಾಡಿನ ಮೂಡಲಪಾಯ ಯಕ್ಷಗಾನ ಕಲೆಯನ್ನು ಪ್ರೋತ್ಸಾಹಿಸಿ ಉಳಿಸುವ ಕಾರ್ಯವನ್ನು ಸರ್ಕಾರ ಮತ್ತು ಸಾಂಸ್ಕೃತಿಕ ಸಂಘ ಸಂಸ್ಥೆಗಳು ಮಾಡಬೇಕಿದೆ.: [1041, 1292, 1265, 1631]
- tika-item: [421, 708, 666, 809]
- tika-item: [421, 152, 666, 252]
- rashi-sign: ತುಲಾ: [87, 1063, 110, 1077]
- divyavani-credit: ಕನಕದಾಸ ಜಯಂತಿಯ ಶುಭಾಶಯಗಳು: [232, 265, 343, 276]
- chevron-left-icon[interactable]: ‹: [90, 456, 107, 473]
- tika-answer: * ಕೇವಲ ಸಂಬಂಧಕ್ಕೆ ಅಲ್ಲ, ಹೊಟ್ಟೆಯ ಹಸಿವಿಗೂ (ನಿರುದ್ಯೋಗ) ಧಕ್ಕೆ.: [421, 659, 641, 695]
- poet-illustration: [92, 144, 226, 316]
- story3-col6: ಹಳ್ಳಿಗಳಲ್ಲಿ ಪ್ರದರ್ಶಿಸುವ ರೂಢಿ ಇಂದಿಗೂ ಇದೆ. ಜೊತೆಗೆ ಒಂದು ಹಂತದಲ್ಲಿ ಈ ಕಲೆ ನಶಿಸುವ ಅಪಾಯ ಕಂಡುಬಂದಾಗ ಇದನ್ನು ಉಳಿಸುವ ಪ್ರಯತ್ನ ಮಾಡಿದ 'ಜಾನಪದಲೋಕದ ಪಿತಾಮಹ ಡಾ.ಹೆಚ್.ಎಲ್.ನಾಗೇಗೌಡ, ಕೊನೇಹಳ್ಳಿಯಲ್ಲಿ 'ಕರ್ನಾಟಕದ ಮೊಟ್ಟಮೊದಲ 'ಮೂಡಲಪಾಯ ಯಕ್ಷಗಾನ ರಂಗಮಂದಿರ' ನಿರ್ಮಿಸಿದ ಡಾ.ಜಿ.ಶಂ.ಪ, ಕಲೆ ಮತ್ತು ಕಲಾವಿದರ ಬಗ್ಗೆ ಅಪಾರ ಕಾಳಜಿ ಹೊಂದಿದ್ದ ಜಾನಪದ ವಿದ್ವಾಂಸ ಡಿ.ಕೆ.ರಾಜೇಂದ್ರ ಮುಂತಾದವರು ಶ್ರಮಿಸಿದ್ದಾರೆ. ಕರಾವಳಿ ಯಕ್ಷಗಾನದ ಮೂಲತಃ ರಾಮಾಯಣ ಹಾಗೂ ಮಹಾಭಾರತದ ಕಥೆಗಳನ್ನು ಆಳವಡಿಸಿಕೊಂಡಿರುವ ಅಂಶವಾಗಿದ್ದು, ಮೂಡಲಪಾಯ ಯಕ್ಷಗಾನ ಸ್ವರೀಯ ಕಥಾ ಪ್ರಸಂಗಗಳನ್ನು ಪ್ರದರ್ಶಿಸುತ್ತದೆ.: [1277, 1292, 1492, 1590]
- paper-name: ಅಮೃತವಾಣಿ: [754, 58, 856, 88]
- tika-source: - ಹುಬ್ಬಳ್ಳಿ ಸುದ್ದಿ: [593, 507, 666, 523]
- tika-author: ಮಧುಗಿರಿ ಗೌಡ: [421, 1150, 502, 1169]
- chevron-right-icon[interactable]: ›: [379, 456, 395, 473]
- rashi-row: [83, 1082, 402, 1104]
- story1-headline: ವಿದ್ಯೆ ಹೆಣ್ಣಿಗೆ ಉನ್ನತ ಸ್ಥಾನ ರೂಪಿಸಿ ಕೊಡುವ ಆಯುಧ: [679, 104, 1372, 151]
- paksha: ಪಕ್ಷ : ಕೃಷ್ಣ ಪಕ್ಷ: [187, 505, 271, 526]
- rashi-table: [83, 995, 402, 1125]
- tika-source: - ಚನ್ನಪಟ್ಟಣ ಸುದ್ದಿ: [579, 416, 666, 432]
- story3-col3: ಕಲೆಯ ಪುನರುಜ್ಜೀವನಕ್ಕಾಗಿ ಇದೇ ಮಂಡಳಿಯಿಂದ 1982ರಲ್ಲಿ ಮೂಡಲಪಾಯ ಯಕ್ಷಗಾನ ಟ್ರಸ್ಟ್ ಕೂಡ ಸ್ಥಾಪನೆಯಾಯಿತು. ನಂತರ ದಿನಗಳಲ್ಲಿ ದಶಮಾನೋತ್ಸವ ಆಚರಣೆಯಲ್ಲಿ ಕೇಂದ್ರ ಸರ್ಕಾರದ ಸಹಕಾರದಿಂದ ಕೇಂದ್ರದ ಕಟ್ಟಡ ನಿರ್ಮಾಣವಾಯಿತು. ಕುಮಾರ್ ಗೋಡಗೇರ ನಿರ್ಮಾಣದ ಯಕ್ಷಗಾನ ತರಬೇತಿ ಶಿಬಿರಗಳು ನಡೆದವು. ವೆಚ್ಚದಲ್ಲಿ 30x25 ಅಡಿ ಉದ್ದದ ಸಭಾಂಗಣ 17.1983ರಲ್ಲಿ ಯಕ್ಷಗಾನ ಭವನ ಲೋಕಾರ್ಪಣೆಗೊಂಡಿತು.: [560, 1525, 788, 1702]
- tika-answer: * ಪಾಪ! ನಿಖಿಲ್ ಕುಮಾರಸ್ವಾಮಿಗೆ ಹ್ಯಾಟ್ರಿಕ್ ಸೋಲು!: [421, 436, 665, 452]
- tika-item: [421, 465, 666, 586]
- rashi-forecast: ಚಿಂತೆ: [327, 1085, 347, 1099]
- sunrise-label: ಸೂರ್ಯೋದಯ: [131, 590, 194, 604]
- panchanga-heading: ನಾಳಿನ ಪಂಚಾಂಗ: [83, 331, 402, 371]
- story3-col1: ತಿಪಟೂರು,ನ.25– ಬೆಂಗಳೂರು, ಕೋಲಾರ, ತುಮಕೂರು, ಹಾಸನ, ಮೈಸೂರು ಮತ್ತು ಚಿತ್ರದುರ್ಗ ಜಿಲ್ಲೆಗಳನ್ನು ಒಳಗೊಂಡಂತೆ ಬಯಲುಸೀಮೆಯ ಹಲವೆಡೆ ಜಿಲ್ಲೆಗಳಲ್ಲಿ ಪ್ರಚಲಿತವಿರುವ ಮೂಡಲಪಾಯ ಯಕ್ಷಗಾನವು ಕರ್ನಾಟಕದ ಅತ್ಯಂತ ಜನಪ್ರಿಯ ಜಾನಪದ ಕಲೆಗಳಲ್ಲಿ ಒಂದಾಗಿದ್ದು ಇದು ಬಹಳ ಪ್ರಾಚೀನ ಮೂಲದಿಂದಲೂ ಗ್ರಾಮೀಣರಿಗೆ ರಾಮಾಯಣ, ಮಹಾಭಾರತಗಳ ಪ್ರಮುಖ ಘಟನೆಗಳು ಹಾಗೂ ಇತರ ಪ್ರಸಂಗಗಳನ್ನು ನೇರವಾಗಿ ತಲುಪಿಸುವ ಅದ್ಭುತ ಕಲೆಯಾಗಿದೆ. ನೃತ್ಯ, ಸಂಗೀತ, ಸಂಭಾಷಣೆ ಮತ್ತು ಅಭಿನಯಗಳೆಂಬ ನಾಲ್ಕು ಕಲಾ ಮಾಧ್ಯಮಗಳ ಸಮ್ಮಿಶ್ರ ಕಲೆಯಾದ ಇದು ಸಂಗೀತ, ನೃತ್ಯ ಮತ್ತು ಆಕರ್ಷಕ ಸಂಭಾಷಣೆಗಳ ಮೂಲಕ ಜನರನ್ನು ರಂಜಿಸುವ ಕಲೆಯಾಗಿದೆ. ಕಿರುತೆರೆ ಚಿತ್ರಗಳು, ಜಲಚಿತ್ರಗಳ ಸಿನೆಮಾಗಳ ಹಾಗೂ ಆಧುನಿಕತೆಯ ಪ್ರಭಾವದ ನಡುವೆ ಪೂರ್ವಜರ ಕಾಲದ ಅನೇಕ ಕಲೆಯನ್ನು ಸಾರುವ ಸಂಸ್ಕೃತಿ ಮತ್ತು ಪರಂಪರೆಯ ಕಲೆಯನ್ನು ಉಳಿಸುವ ಜನಪದ-ಜಾನಪದ ಹಾಡುಗಳನ್ನು ಮುಂದಿನ ತಲೆಮಾರಿಗೆ ಸಾಗಿಸುವ ಕಲೆಯ ಅಳಿವಿನತ್ತಿ ಪ್ರೋತ್ಸಾಹಿಸಬೇಕಾದ ಜವಾಬ್ದಾರಿ. ಯಕ್ಷಗಾನ ಮತ್ತು ಜಾನಪದ ಕಲೆಗಳನ್ನು ಜೀವಂತವಾಗಿಡಲು ... ನಮ್ಮ ಯಕ್ಷಗಾನವು ಸಹ ಇಂದು: [81, 1292, 314, 1752]
- tika-column: [415, 105, 673, 1195]
- masthead: [81, 52, 1492, 94]
